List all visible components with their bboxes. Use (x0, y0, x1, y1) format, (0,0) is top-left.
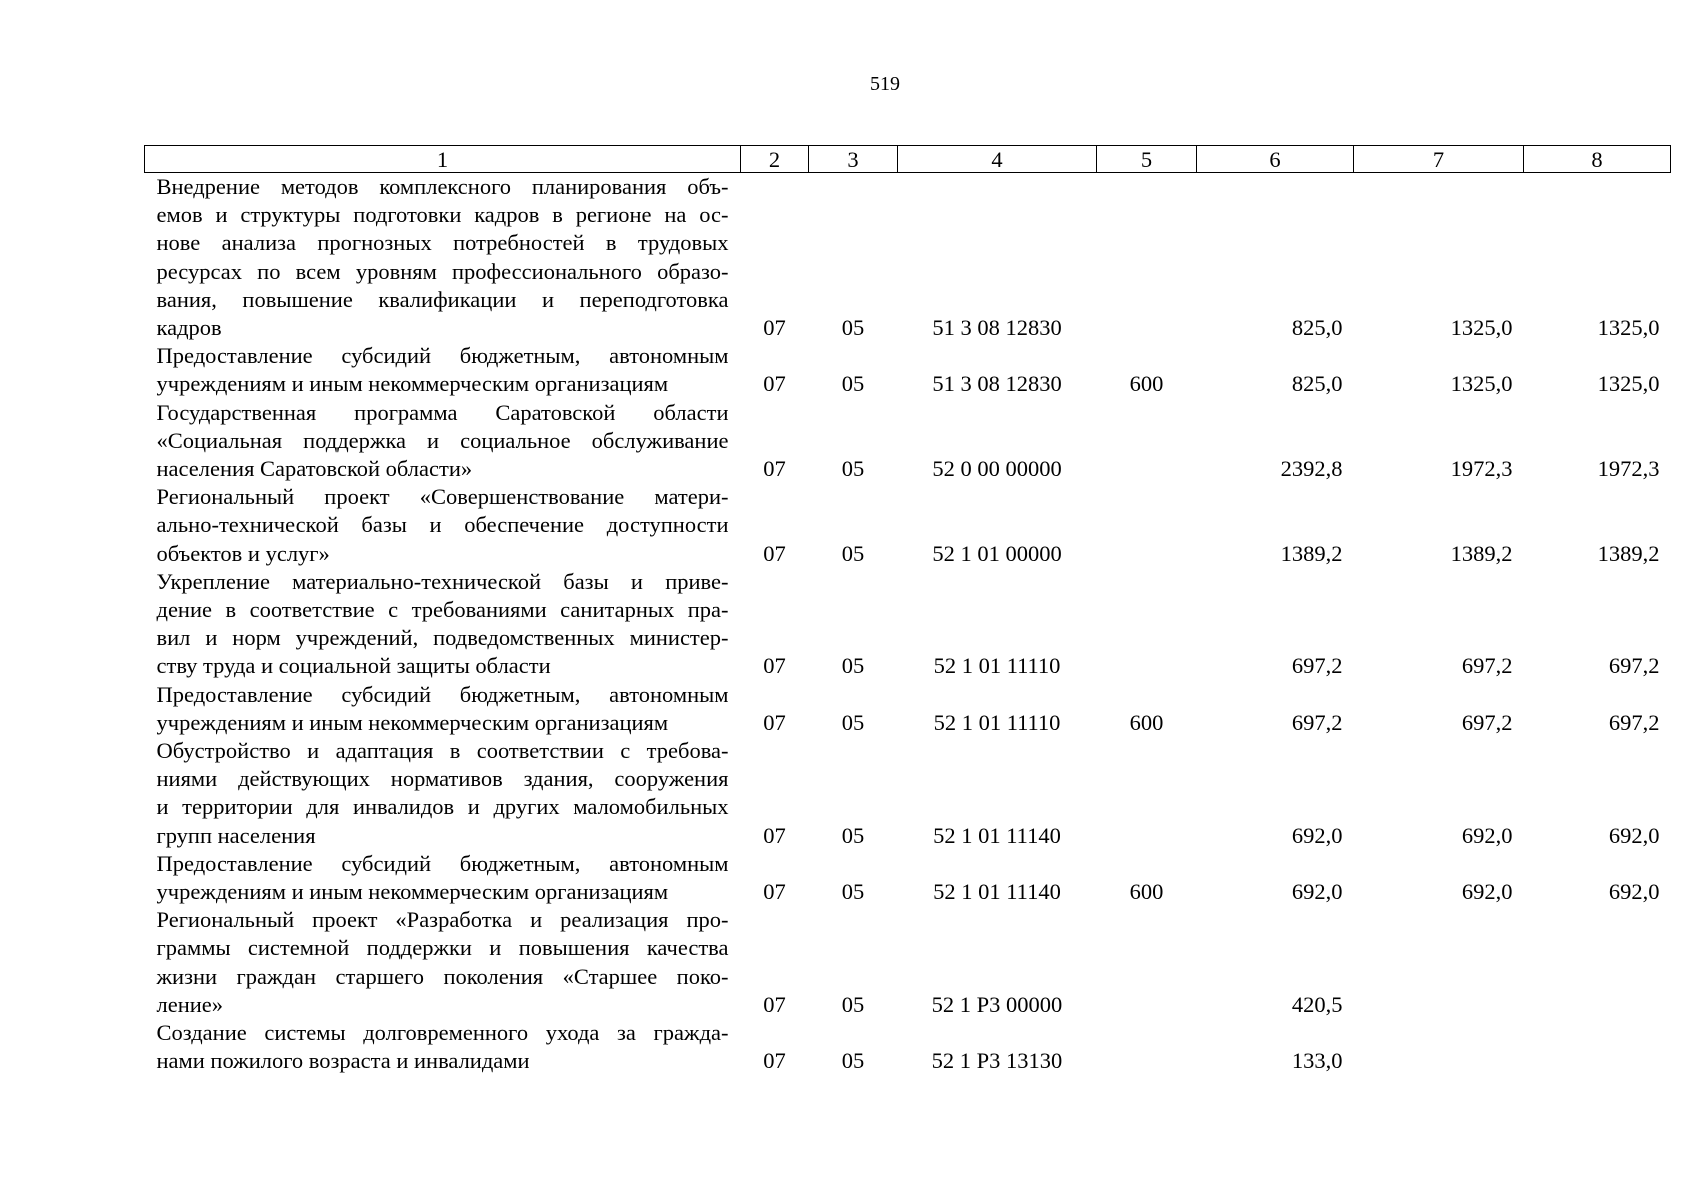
target-article-code: 52 1 01 00000 (932, 540, 1062, 566)
table-body (145, 173, 1671, 1076)
header-cell: 8 (1524, 146, 1671, 173)
description-line: Предоставление субсидий бюджетным, автономным (156, 343, 729, 369)
row-description (145, 483, 741, 568)
section-code: 07 (763, 822, 786, 848)
description-line: Обустройство и адаптация в соответствии с требова- (156, 738, 729, 764)
amount-col-6: 133,0 (1291, 1048, 1343, 1074)
subsection-code: 05 (841, 1048, 865, 1074)
section-code: 07 (763, 456, 786, 482)
description-line: учреждениям и иным некоммерческим организациям (156, 879, 669, 905)
target-article-code: 52 0 00 00000 (932, 456, 1062, 482)
description-line: ально-технической базы и обеспечение доступности (156, 512, 729, 538)
section-code: 07 (763, 879, 786, 905)
row-description (145, 173, 741, 343)
amount-col-8: 1325,0 (1597, 315, 1660, 341)
description-line: Предоставление субсидий бюджетным, автономным (156, 681, 729, 707)
description-line: жизни граждан старшего поколения «Старшее поко- (156, 963, 729, 989)
target-article-code: 51 3 08 12830 (932, 315, 1062, 341)
header-cell: 5 (1097, 146, 1197, 173)
description-line: и территории для инвалидов и других маломобильных (156, 794, 729, 820)
description-line: ству труда и социальной защиты области (156, 653, 551, 679)
amount-col-7: 692,0 (1461, 822, 1513, 848)
amount-col-8 (1524, 906, 1671, 1019)
target-article-code: 52 1 P3 00000 (931, 991, 1063, 1017)
amount-col-7: 692,0 (1461, 879, 1513, 905)
description-line: емов и структуры подготовки кадров в регионе на ос- (156, 202, 729, 228)
amount-col-6: 692,0 (1291, 879, 1343, 905)
description-line: Создание системы долговременного ухода за гражда- (156, 1020, 729, 1046)
subsection-code: 05 (841, 315, 865, 341)
description-line: учреждениям и иным некоммерческим организациям (156, 371, 669, 397)
description-line: Государственная программа Саратовской области (156, 399, 729, 425)
target-article-code: 52 1 P3 13130 (931, 1048, 1063, 1074)
description-line: Укрепление материально-технической базы и приве- (156, 568, 729, 594)
amount-col-7: 1325,0 (1450, 371, 1513, 397)
row-description (145, 342, 741, 398)
amount-col-8: 697,2 (1608, 653, 1660, 679)
row-description (145, 399, 741, 484)
section-code: 07 (763, 991, 786, 1017)
section-code: 07 (763, 653, 786, 679)
expense-type-code (1097, 173, 1197, 343)
amount-col-7 (1354, 1019, 1524, 1075)
amount-col-8: 1389,2 (1597, 540, 1660, 566)
target-article-code: 52 1 01 11110 (933, 709, 1061, 735)
description-line: кадров (156, 315, 222, 341)
amount-col-7 (1354, 906, 1524, 1019)
expense-type-code (1097, 483, 1197, 568)
expense-type-code (1097, 906, 1197, 1019)
description-line: ресурсах по всем уровням профессионального образо- (156, 258, 729, 284)
amount-col-8: 1972,3 (1597, 456, 1660, 482)
target-article-code: 52 1 01 11140 (933, 822, 1061, 848)
amount-col-6: 697,2 (1291, 709, 1343, 735)
amount-col-8: 692,0 (1608, 879, 1660, 905)
amount-col-8: 692,0 (1608, 822, 1660, 848)
description-line: нове анализа прогнозных потребностей в трудовых (156, 230, 729, 256)
amount-col-6: 825,0 (1291, 371, 1343, 397)
header-cell: 7 (1354, 146, 1524, 173)
row-description (145, 906, 741, 1019)
table-row (145, 342, 1671, 398)
description-line: Региональный проект «Разработка и реализация про- (156, 907, 729, 933)
header-cell: 4 (898, 146, 1097, 173)
subsection-code: 05 (841, 371, 865, 397)
table-row (145, 399, 1671, 484)
table-row (145, 483, 1671, 568)
amount-col-6: 2392,8 (1280, 456, 1343, 482)
amount-col-7: 697,2 (1461, 709, 1513, 735)
description-line: ниями действующих нормативов здания, сооружения (156, 766, 729, 792)
description-line: ление» (156, 991, 224, 1017)
subsection-code: 05 (841, 653, 865, 679)
amount-col-6: 825,0 (1291, 315, 1343, 341)
section-code: 07 (763, 540, 786, 566)
subsection-code: 05 (841, 991, 865, 1017)
expense-type-code: 600 (1129, 879, 1164, 905)
description-line: групп населения (156, 822, 316, 848)
expense-type-code (1097, 737, 1197, 850)
expense-type-code (1097, 1019, 1197, 1075)
header-cell: 6 (1197, 146, 1354, 173)
amount-col-7: 1325,0 (1450, 315, 1513, 341)
amount-col-6: 1389,2 (1280, 540, 1343, 566)
amount-col-7: 1389,2 (1450, 540, 1513, 566)
header-cell: 2 (741, 146, 809, 173)
description-line: граммы системной поддержки и повышения качества (156, 935, 729, 961)
expense-type-code: 600 (1129, 371, 1164, 397)
header-cell: 1 (145, 146, 741, 173)
budget-table (144, 145, 1671, 1076)
target-article-code: 52 1 01 11140 (933, 879, 1061, 905)
table-row (145, 568, 1671, 681)
amount-col-7: 697,2 (1461, 653, 1513, 679)
expense-type-code (1097, 399, 1197, 484)
section-code: 07 (763, 709, 786, 735)
target-article-code: 52 1 01 11110 (933, 653, 1061, 679)
amount-col-6: 697,2 (1291, 653, 1343, 679)
amount-col-8: 697,2 (1608, 709, 1660, 735)
subsection-code: 05 (841, 540, 865, 566)
amount-col-6: 420,5 (1291, 991, 1343, 1017)
header-row (145, 146, 1671, 173)
row-description (145, 850, 741, 906)
amount-col-8 (1524, 1019, 1671, 1075)
description-line: Предоставление субсидий бюджетным, автономным (156, 850, 729, 876)
target-article-code: 51 3 08 12830 (932, 371, 1062, 397)
amount-col-6: 692,0 (1291, 822, 1343, 848)
amount-col-8: 1325,0 (1597, 371, 1660, 397)
row-description (145, 737, 741, 850)
table-row (145, 1019, 1671, 1075)
subsection-code: 05 (841, 822, 865, 848)
subsection-code: 05 (841, 709, 865, 735)
description-line: дение в соответствие с требованиями санитарных пра- (156, 597, 729, 623)
table-row (145, 681, 1671, 737)
table-row (145, 173, 1671, 343)
table-row (145, 737, 1671, 850)
section-code: 07 (763, 371, 786, 397)
row-description (145, 568, 741, 681)
expense-type-code (1097, 568, 1197, 681)
description-line: «Социальная поддержка и социальное обслуживание (156, 427, 729, 453)
table-row (145, 906, 1671, 1019)
description-line: Региональный проект «Совершенствование матери- (156, 484, 729, 510)
table-row (145, 850, 1671, 906)
page-number: 519 (870, 73, 900, 95)
subsection-code: 05 (841, 879, 865, 905)
description-line: учреждениям и иным некоммерческим организациям (156, 709, 669, 735)
description-line: объектов и услуг» (156, 540, 330, 566)
subsection-code: 05 (841, 456, 865, 482)
description-line: населения Саратовской области» (156, 456, 473, 482)
description-line: Внедрение методов комплексного планирования объ- (156, 174, 729, 199)
amount-col-7: 1972,3 (1450, 456, 1513, 482)
row-description (145, 1019, 741, 1075)
expense-type-code: 600 (1129, 709, 1164, 735)
description-line: нами пожилого возраста и инвалидами (156, 1048, 530, 1074)
section-code: 07 (763, 1048, 786, 1074)
row-description (145, 681, 741, 737)
description-line: вания, повышение квалификации и переподготовка (156, 286, 729, 312)
section-code: 07 (763, 315, 786, 341)
description-line: вил и норм учреждений, подведомственных министер- (156, 625, 729, 651)
header-cell: 3 (809, 146, 898, 173)
